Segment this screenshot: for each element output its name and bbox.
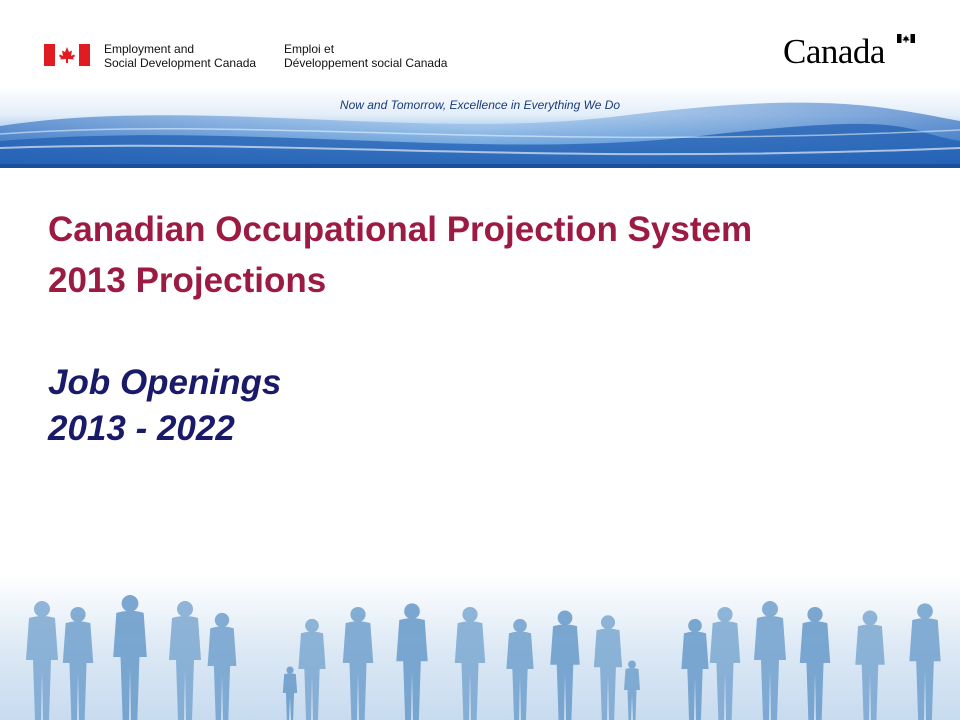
wordmark-flag-icon	[897, 34, 915, 43]
dept-fr-line2: Développement social Canada	[284, 56, 448, 70]
title-line-1: Canadian Occupational Projection System	[48, 210, 753, 249]
slide-title	[48, 204, 752, 306]
slide-subtitle	[48, 360, 281, 452]
government-header	[0, 0, 960, 90]
subtitle-line-1: Job Openings	[48, 363, 282, 402]
department-name-english	[104, 42, 256, 70]
dept-fr-line1: Emploi et	[284, 42, 335, 56]
subtitle-line-2: 2013 - 2022	[48, 409, 235, 448]
canada-wordmark	[783, 30, 923, 70]
people-silhouettes-illustration	[0, 575, 960, 720]
title-line-2: 2013 Projections	[48, 261, 327, 300]
dept-en-line1: Employment and	[104, 42, 195, 56]
dept-en-line2: Social Development Canada	[104, 56, 257, 70]
canada-wordmark-text: Canada	[783, 32, 885, 71]
department-name-french	[284, 42, 447, 70]
canada-flag-icon	[44, 44, 90, 66]
tagline: Now and Tomorrow, Excellence in Everything We Do	[339, 98, 621, 112]
